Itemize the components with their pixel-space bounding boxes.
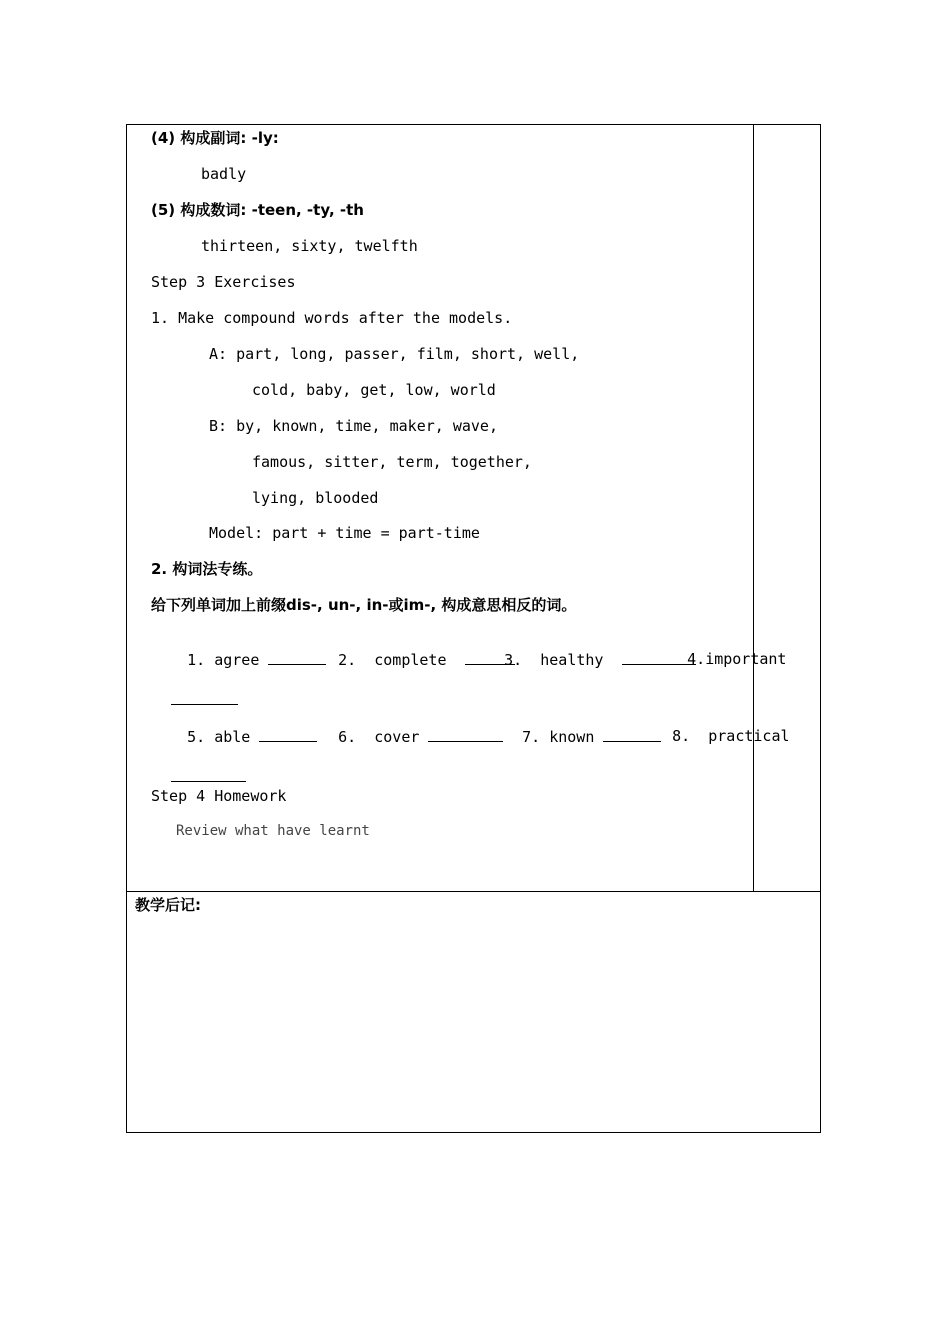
- exercise1-group-b-line3: lying, blooded: [252, 489, 379, 507]
- teaching-notes-cell: [126, 891, 821, 1133]
- side-margin-cell: [753, 124, 821, 892]
- answer-blank[interactable]: [171, 690, 238, 705]
- exercise1-group-b-line1: B: by, known, time, maker, wave,: [209, 417, 498, 435]
- numeral-suffix-heading: (5) 构成数词: -teen, -ty, -th: [151, 201, 364, 219]
- numeral-example: thirteen, sixty, twelfth: [201, 237, 418, 255]
- item-number: 1.: [187, 651, 206, 669]
- exercise1-group-a-line2: cold, baby, get, low, world: [252, 381, 496, 399]
- step3-title: Step 3 Exercises: [151, 273, 296, 291]
- item-number: 8.: [672, 727, 691, 745]
- item-word: practical: [708, 727, 790, 745]
- item-word: complete: [374, 651, 447, 669]
- item-number: 2.: [338, 651, 357, 669]
- item-number: 3.: [504, 651, 523, 669]
- item-word: cover: [374, 728, 420, 746]
- step4-title: Step 4 Homework: [151, 787, 287, 805]
- item-word: healthy: [540, 651, 604, 669]
- item-word: able: [214, 728, 251, 746]
- item-number: 5.: [187, 728, 206, 746]
- item-word: agree: [214, 651, 260, 669]
- exercise2-item: [651, 632, 786, 686]
- item-number: 7.: [522, 728, 541, 746]
- exercise2-instruction: 给下列单词加上前缀dis-, un-, in-或im-, 构成意思相反的词。: [151, 596, 577, 614]
- adverb-example: badly: [201, 165, 247, 183]
- adverb-suffix-heading: (4) 构成副词: -ly:: [151, 129, 279, 147]
- exercise1-title: 1. Make compound words after the models.: [151, 309, 513, 327]
- homework-text: Review what have learnt: [176, 823, 370, 839]
- exercise1-model: Model: part + time = part-time: [209, 524, 480, 542]
- exercise1-group-a-line1: A: part, long, passer, film, short, well,: [209, 345, 580, 363]
- exercise2-item: [636, 709, 790, 763]
- exercise1-group-b-line2: famous, sitter, term, together,: [252, 453, 532, 471]
- item-number: 6.: [338, 728, 357, 746]
- item-word: known: [549, 728, 595, 746]
- exercise2-item: [302, 709, 503, 764]
- teaching-notes-label: 教学后记:: [135, 896, 201, 914]
- item-word: important: [705, 650, 787, 668]
- exercise2-title: 2. 构词法专练。: [151, 560, 263, 578]
- answer-blank[interactable]: [171, 767, 246, 782]
- item-number: 4.: [687, 650, 706, 668]
